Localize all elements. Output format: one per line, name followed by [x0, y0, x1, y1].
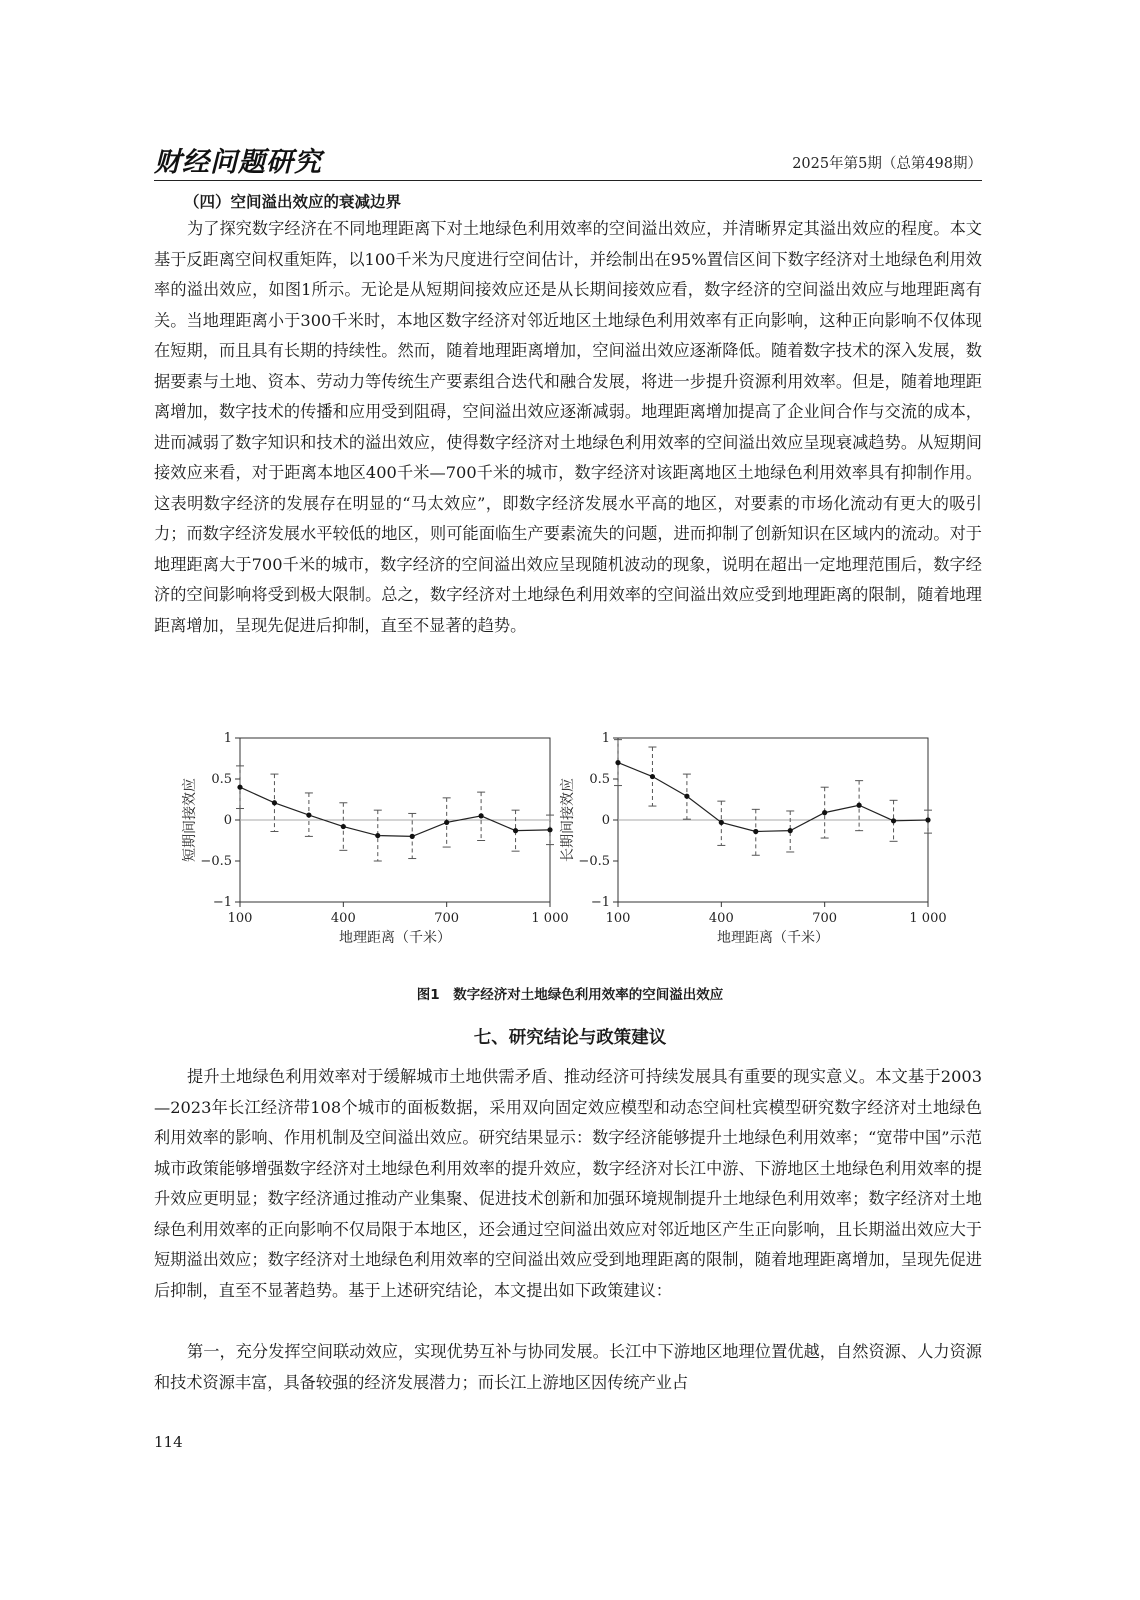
y-tick-label: 1 — [223, 731, 232, 746]
body-paragraph: 为了探究数字经济在不同地理距离下对土地绿色利用效率的空间溢出效应，并清晰界定其溢出效应的程度。本文基于反距离空间权重矩阵，以100千米为尺度进行空间估计，并绘制出在95%置信区间下数字经济对土地绿色利用效率的溢出效应，如图1所示。无论是从短期间接效应还是从长期间接效应看，数字经济的空间溢出效应与地理距离有关。当地理距离小于300千米时，本地区数字经济对邻近地区土地绿色利用效率有正向影响，这种正向影响不仅体现在短期，而且具有长期的持续性。然而，随着地理距离增加，空间溢出效应逐渐降低。随着数字技术的深入发展，数据要素与土地、资本、劳动力等传统生产要素组合迭代和融合发展，将进一步提升资源利用效率。但是，随着地理距离增加，数字技术的传播和应用受到阻碍，空间溢出效应逐渐减弱。地理距离增加提高了企业间合作与交流的成本，进而减弱了数字知识和技术的溢出效应，使得数字经济对土地绿色利用效率的空间溢出效应呈现衰减趋势。从短期间接效应来看，对于距离本地区400千米—700千米的城市，数字经济对该距离地区土地绿色利用效率具有抑制作用。这表明数字经济的发展存在明显的“马太效应”，即数字经济发展水平高的地区，对要素的市场化流动有更大的吸引力；而数字经济发展水平较低的地区，则可能面临生产要素流失的问题，进而抑制了创新知识在区域内的流动。对于地理距离大于700千米的城市，数字经济的空间溢出效应呈现随机波动的现象，说明在超出一定地理范围后，数字经济的空间影响将受到极大限制。总之，数字经济对土地绿色利用效率的空间溢出效应受到地理距离的限制，随着地理距离增加，呈现先促进后抑制，直至不显著的趋势。 — [154, 219, 982, 635]
x-tick-label: 100 — [605, 911, 631, 926]
issue-info: 2025年第5期（总第498期） — [792, 156, 982, 172]
data-point — [891, 818, 896, 823]
y-tick-label: −0.5 — [578, 854, 610, 869]
subsection-title: （四）空间溢出效应的衰减边界 — [184, 193, 402, 211]
y-tick-label: −1 — [212, 895, 232, 910]
chart-short-term-spillover — [170, 726, 570, 956]
data-point — [684, 794, 689, 799]
data-point — [615, 760, 620, 765]
x-tick-label: 400 — [330, 911, 356, 926]
data-point — [753, 829, 758, 834]
data-point — [479, 813, 484, 818]
data-point — [822, 810, 827, 815]
y-tick-label: 0.5 — [211, 772, 232, 787]
section-title: 七、研究结论与政策建议 — [473, 1028, 667, 1048]
x-tick-label: 700 — [812, 911, 838, 926]
series-line — [240, 787, 550, 836]
page-number: 114 — [154, 1433, 183, 1451]
x-axis-label: 地理距离（千米） — [717, 930, 829, 946]
data-point — [650, 774, 655, 779]
data-point — [719, 820, 724, 825]
x-axis-label: 地理距离（千米） — [339, 930, 451, 946]
data-point — [272, 800, 277, 805]
x-tick-label: 100 — [227, 911, 253, 926]
data-point — [513, 828, 518, 833]
body-paragraph: 第一，充分发挥空间联动效应，实现优势互补与协同发展。长江中下游地区地理位置优越，自然资源、人力资源和技术资源丰富，具备较强的经济发展潜力；而长江上游地区因传统产业占 — [154, 1342, 982, 1392]
data-point — [857, 803, 862, 808]
x-tick-label: 700 — [434, 911, 460, 926]
data-point — [237, 785, 242, 790]
y-tick-label: 1 — [601, 731, 610, 746]
data-point — [925, 817, 930, 822]
data-point — [444, 820, 449, 825]
y-tick-label: −1 — [590, 895, 610, 910]
y-tick-label: −0.5 — [200, 854, 232, 869]
y-tick-label: 0 — [223, 813, 232, 828]
data-point — [375, 833, 380, 838]
x-tick-label: 1 000 — [531, 911, 569, 926]
y-tick-label: 0.5 — [589, 772, 610, 787]
chart-long-term-spillover — [548, 726, 948, 956]
journal-logo: 财经问题研究 — [154, 147, 322, 178]
body-paragraph: 提升土地绿色利用效率对于缓解城市土地供需矛盾、推动经济可持续发展具有重要的现实意义。本文基于2003—2023年长江经济带108个城市的面板数据，采用双向固定效应模型和动态空间杜宾模型研究数字经济对土地绿色利用效率的影响、作用机制及空间溢出效应。研究结果显示：数字经济能够提升土地绿色利用效率；“宽带中国”示范城市政策能够增强数字经济对土地绿色利用效率的提升效应，数字经济对长江中游、下游地区土地绿色利用效率的提升效应更明显；数字经济通过推动产业集聚、促进技术创新和加强环境规制提升土地绿色利用效率；数字经济对土地绿色利用效率的正向影响不仅局限于本地区，还会通过空间溢出效应对邻近地区产生正向影响，且长期溢出效应大于短期溢出效应；数字经济对土地绿色利用效率的空间溢出效应受到地理距离的限制，随着地理距离增加，呈现先促进后抑制，直至不显著趋势。基于上述研究结论，本文提出如下政策建议： — [154, 1067, 982, 1300]
series-line — [618, 763, 928, 832]
y-axis-label: 长期间接效应 — [560, 778, 576, 862]
y-tick-label: 0 — [601, 813, 610, 828]
y-axis-label: 短期间接效应 — [182, 778, 198, 862]
figure-caption: 图1 数字经济对土地绿色利用效率的空间溢出效应 — [416, 987, 724, 1003]
data-point — [410, 834, 415, 839]
x-tick-label: 1 000 — [909, 911, 947, 926]
page-header — [154, 138, 982, 181]
data-point — [306, 812, 311, 817]
x-tick-label: 400 — [708, 911, 734, 926]
data-point — [788, 828, 793, 833]
data-point — [341, 824, 346, 829]
